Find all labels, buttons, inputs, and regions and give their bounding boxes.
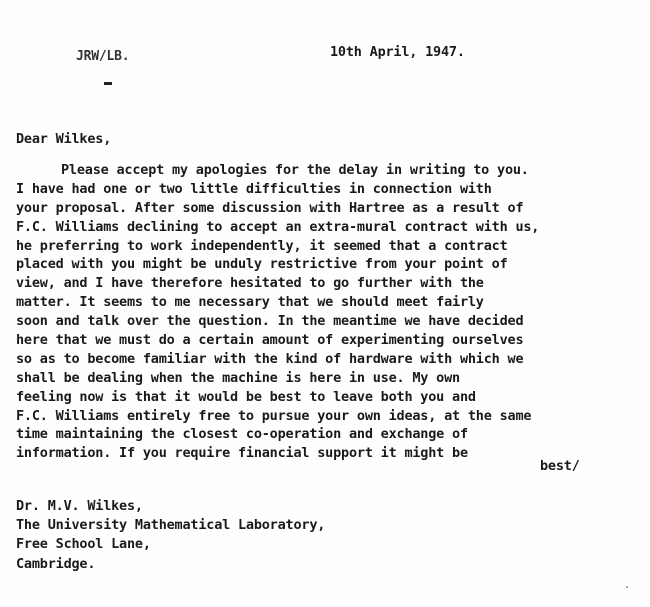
body-line: so as to become familiar with the kind of hardware with which we	[16, 350, 524, 367]
letter-date: 10th April, 1947.	[330, 44, 465, 60]
body-line: Please accept my apologies for the delay in writing to you.	[61, 162, 529, 178]
address-line: The University Mathematical Laboratory,	[16, 517, 326, 534]
body-line: your proposal. After some discussion with Hartree as a result of	[16, 199, 524, 216]
body-line: soon and talk over the question. In the meantime we have decided	[16, 313, 524, 330]
paper-speck	[626, 586, 628, 588]
letter-reference: JRW/LB.	[76, 49, 130, 64]
body-line: here that we must do a certain amount of experimenting ourselves	[16, 332, 524, 349]
body-line: time maintaining the closest co-operation and exchange of	[16, 426, 468, 443]
body-line: feeling now is that it would be best to leave both you and	[16, 388, 476, 405]
body-line: information. If you require financial support it might be	[16, 445, 468, 462]
address-line: Cambridge.	[16, 555, 96, 572]
body-line: view, and I have therefore hesitated to go further with the	[16, 275, 484, 292]
recipient-address	[16, 497, 325, 574]
address-line: Free School Lane,	[16, 536, 151, 553]
body-line: placed with you might be unduly restrictive from your point of	[16, 256, 508, 273]
body-line: matter. It seems to me necessary that we should meet fairly	[16, 294, 484, 311]
body-line: F.C. Williams entirely free to pursue your own ideas, at the same	[16, 407, 532, 424]
body-line: he preferring to work independently, it seemed that a contract	[16, 237, 508, 254]
ink-mark	[104, 82, 112, 85]
address-line: Dr. M.V. Wilkes,	[16, 498, 143, 514]
body-line: F.C. Williams declining to accept an extra-mural contract with us,	[16, 218, 540, 235]
page-continuation: best/	[540, 458, 580, 474]
body-line: I have had one or two little difficulties in connection with	[16, 180, 492, 197]
salutation: Dear Wilkes,	[16, 131, 112, 147]
body-line: shall be dealing when the machine is here in use. My own	[16, 369, 460, 386]
letter-body	[16, 161, 539, 463]
